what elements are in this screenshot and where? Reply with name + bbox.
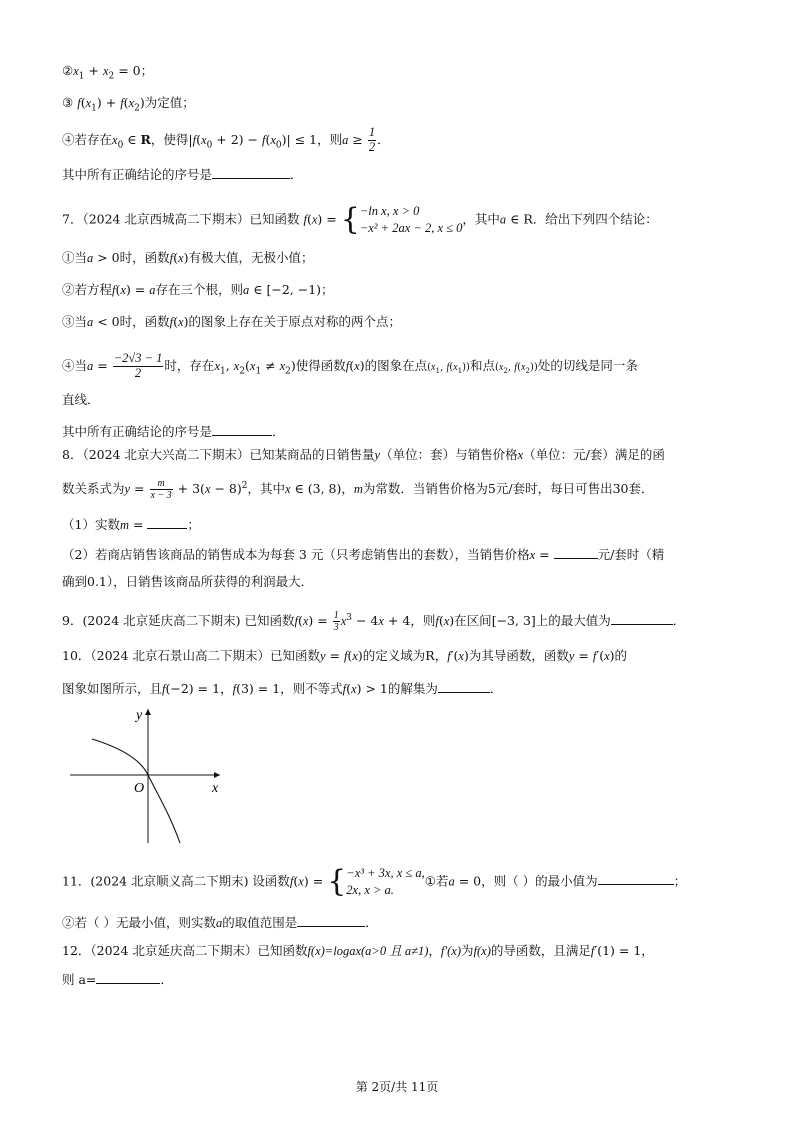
q8-stem-line1: 8．（2024 北京大兴高二下期末）已知某商品的日销售量y（单位：套）与销售价格x（单位：元/套）满足的函 bbox=[62, 447, 665, 462]
page-footer: 第 2页/共 11页 bbox=[355, 1080, 439, 1094]
q7-summary: 其中所有正确结论的序号是 ． bbox=[62, 424, 285, 439]
q6-item3: ③ $f(x_1) + f(x_2)$为定值； bbox=[62, 95, 195, 114]
q8-part1: （1）实数m = ； bbox=[62, 517, 200, 532]
y-axis-label: y bbox=[136, 708, 143, 723]
q12-stem: 12．（2024 北京延庆高二下期末）已知函数f(x)=logax(a>0 且 a≠1)，f′(x)为f(x)的导函数，且满足f′(1) = 1， bbox=[62, 943, 654, 958]
q8-part2-cont: 确到0.1），日销售该商品所获得的利润最大． bbox=[62, 574, 314, 589]
q11-part2: ②若（ ）无最小值，则实数a的取值范围是 ． bbox=[62, 915, 378, 930]
origin-label: O bbox=[134, 781, 145, 796]
q6-item2: $②x_1 + x_2 = 0$； bbox=[62, 63, 154, 82]
q7-conclusion-3: ③当a < 0时，函数f(x)的图象上存在关于原点对称的两个点； bbox=[62, 314, 401, 329]
q10-derivative-graph bbox=[70, 703, 230, 848]
q9-stem: 9．(2024 北京延庆高二下期末) 已知函数f(x) = $\frac{1}{3}$ $x^3 - 4x + 4$，则f(x)在区间[−3, 3]上的最大值为 ． bbox=[62, 610, 686, 633]
q7-stem: 7．（2024 北京西城高二下期末）已知函数 f(x) = { −ln x, x > 0 −x² + 2ax − 2, x ≤ 0 ，其中a ∈ R．给出下列四个结论： bbox=[62, 201, 658, 237]
q10-stem-line2: 图象如图所示，且f(−2) = 1，f(3) = 1，则不等式f(x) > 1的解集为 ． bbox=[62, 681, 503, 696]
q7-conclusion-2: ②若方程f(x) = a存在三个根，则a ∈ [−2, −1)； bbox=[62, 282, 334, 297]
q6-item4: ④若存在$x_0$ ∈ R，使得$|f(x_0 + 2) - f(x_0)| \le 1$，则a ≥ $\frac{1}{2}$ ． bbox=[62, 125, 390, 154]
q11-stem: 11．(2024 北京顺义高二下期末) 设函数f(x) = { −x³ + 3x, x ≤ a, 2x, x > a. ①若a = 0，则（ ）的最小值为 ； bbox=[62, 863, 687, 899]
q12-answer-line: 则 a= ． bbox=[62, 972, 173, 987]
q8-stem-line2: 数关系式为y = $\frac{m}{x - 3}$ + $3(x - 8)^2$，其中x ∈ (3, 8)，m为常数．当销售价格为5元/套时，每日可售出30套． bbox=[62, 478, 654, 501]
q8-part2: （2）若商店销售该商品的销售成本为每套 3 元（只考虑销售出的套数），当销售价格x = 元/套时（精 bbox=[62, 547, 665, 562]
x-axis-label: x bbox=[212, 781, 219, 796]
q7-conclusion-1: ①当a > 0时，函数f(x)有极大值，无极小值； bbox=[62, 250, 314, 265]
q7-conclusion-4: ④当a = $\frac{-2√3 - 1}{2}$ 时，存在$x_1$, $x_2(x_1 \ne x_2)$使得函数f(x)的图象在点($x_1$, $f(x_1)$)和点($x_2$, $f(x_2)$)处的切线是同一条 bbox=[62, 351, 638, 380]
q7-conclusion-4-cont: 直线． bbox=[62, 392, 100, 407]
q6-summary: 其中所有正确结论的序号是 ． bbox=[62, 167, 303, 182]
q10-stem-line1: 10．（2024 北京石景山高二下期末）已知函数y = f(x)的定义域为R，f′(x)为其导函数，函数y = f′(x)的 bbox=[62, 648, 628, 663]
